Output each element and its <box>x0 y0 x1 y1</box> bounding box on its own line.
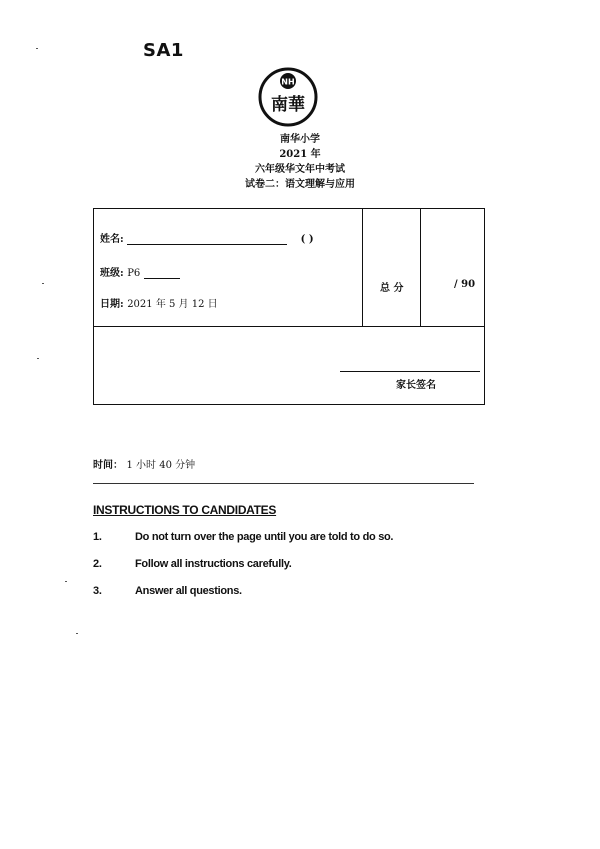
paper-code-label: SA1 <box>143 40 184 61</box>
parent-signature-label: 家长签名 <box>396 380 436 391</box>
box-divider <box>94 326 484 327</box>
time-allowed <box>93 456 195 471</box>
logo-text: 南華 <box>271 95 305 115</box>
date-field <box>100 295 218 310</box>
class-value: P6 <box>127 268 141 279</box>
name-field <box>100 230 314 245</box>
exam-title: 六年级华文年中考试 <box>255 164 345 175</box>
class-label: 班级: <box>100 268 124 279</box>
total-score-value: / 90 <box>454 279 476 290</box>
student-info-box <box>93 208 485 405</box>
instruction-text: Do not turn over the page until you are told to do so. <box>135 531 394 543</box>
exam-year: 2021 年 <box>279 149 321 160</box>
name-blank <box>127 235 287 245</box>
scan-speck <box>36 48 38 49</box>
time-value: 1 小时 40 分钟 <box>126 460 196 471</box>
box-divider <box>420 209 421 326</box>
date-value: 2021 年 5 月 12 日 <box>127 299 218 310</box>
instruction-number: 1. <box>93 531 102 543</box>
class-number-parens: ( ) <box>300 234 314 245</box>
scan-speck <box>37 358 39 359</box>
scan-speck <box>76 633 78 634</box>
separator-line <box>93 483 474 484</box>
instructions-heading: INSTRUCTIONS TO CANDIDATES <box>93 503 277 517</box>
class-field <box>100 264 180 279</box>
instruction-item <box>93 585 242 597</box>
date-label: 日期: <box>100 299 124 310</box>
box-divider <box>362 209 363 326</box>
instruction-text: Answer all questions. <box>135 585 242 597</box>
signature-line <box>340 371 480 372</box>
instruction-item <box>93 531 393 543</box>
logo-initials: NH <box>281 77 295 87</box>
instruction-text: Follow all instructions carefully. <box>135 558 292 570</box>
name-label: 姓名: <box>100 234 124 245</box>
paper-title: 试卷二：语文理解与应用 <box>245 179 355 190</box>
instruction-item <box>93 558 291 570</box>
scan-speck <box>42 283 44 284</box>
time-label: 时间： <box>93 460 123 471</box>
instruction-number: 2. <box>93 558 102 570</box>
instruction-number: 3. <box>93 585 102 597</box>
school-logo <box>256 66 320 128</box>
school-name: 南华小学 <box>280 134 320 145</box>
class-blank <box>144 269 180 279</box>
scan-speck <box>65 581 67 582</box>
total-score-label: 总 分 <box>380 283 404 294</box>
